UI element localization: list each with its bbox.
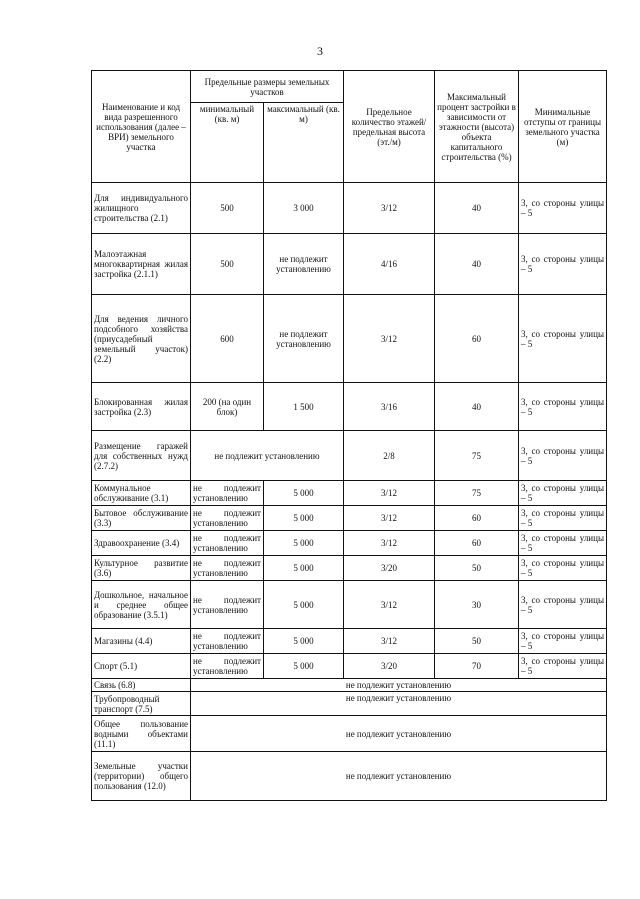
min-size-cell: не подлежит установлению (191, 556, 264, 581)
coverage-cell: 50 (435, 556, 519, 581)
use-type-cell: Земельные участки (территории) общего пользования (12.0) (92, 752, 191, 801)
coverage-cell: 40 (435, 383, 519, 431)
use-type-cell: Спорт (5.1) (92, 654, 191, 679)
coverage-cell: 75 (435, 431, 519, 481)
use-type-cell: Для индивидуального жилищного строительства (2.1) (92, 183, 191, 234)
table-row (92, 506, 607, 531)
header-plot-sizes: Предельные размеры земельных участков (191, 71, 344, 103)
max-size-cell: не подлежит установлению (264, 295, 344, 383)
table-row (92, 654, 607, 679)
setback-cell: 3, со стороны улицы – 5 (519, 183, 607, 234)
table-row (92, 679, 607, 692)
setback-cell: 3, со стороны улицы – 5 (519, 383, 607, 431)
setback-cell: 3, со стороны улицы – 5 (519, 531, 607, 556)
coverage-cell: 70 (435, 654, 519, 679)
setback-cell: 3, со стороны улицы – 5 (519, 654, 607, 679)
coverage-cell: 50 (435, 629, 519, 654)
header-building-coverage: Максимальный процент застройки в зависимости от этажности (высота) объекта капитального строительства (%) (435, 71, 519, 183)
setback-cell: 3, со стороны улицы – 5 (519, 431, 607, 481)
max-size-cell: 3 000 (264, 183, 344, 234)
table-row (92, 692, 607, 716)
max-size-cell: 5 000 (264, 531, 344, 556)
coverage-cell: 40 (435, 234, 519, 295)
floors-cell: 3/20 (344, 654, 435, 679)
use-type-cell: Блокированная жилая застройка (2.3) (92, 383, 191, 431)
table-row (92, 716, 607, 752)
min-size-cell: 600 (191, 295, 264, 383)
table-row (92, 581, 607, 629)
floors-cell: 3/12 (344, 481, 435, 506)
min-size-cell: не подлежит установлению (191, 531, 264, 556)
header-setbacks: Минимальные отступы от границы земельного участка (м) (519, 71, 607, 183)
coverage-cell: 75 (435, 481, 519, 506)
table-row (92, 295, 607, 383)
table-row (92, 531, 607, 556)
use-type-cell: Трубопроводный транспорт (7.5) (92, 692, 191, 716)
floors-cell: 3/12 (344, 629, 435, 654)
not-regulated-merged-cell: не подлежит установлению (191, 692, 607, 716)
floors-cell: 3/20 (344, 556, 435, 581)
plot-sizes-merged-cell: не подлежит установлению (191, 431, 344, 481)
min-size-cell: 200 (на один блок) (191, 383, 264, 431)
coverage-cell: 60 (435, 506, 519, 531)
coverage-cell: 60 (435, 531, 519, 556)
use-type-cell: Здравоохранение (3.4) (92, 531, 191, 556)
min-size-cell: не подлежит установлению (191, 506, 264, 531)
header-max-size: максимальный (кв. м) (264, 103, 344, 183)
table-row (92, 431, 607, 481)
use-type-cell: Размещение гаражей для собственных нужд (2.7.2) (92, 431, 191, 481)
coverage-cell: 30 (435, 581, 519, 629)
setback-cell: 3, со стороны улицы – 5 (519, 481, 607, 506)
min-size-cell: не подлежит установлению (191, 581, 264, 629)
header-use-type: Наименование и код вида разрешенного использования (далее – ВРИ) земельного участка (92, 71, 191, 183)
header-min-size: минимальный (кв. м) (191, 103, 264, 183)
page-number: 3 (317, 44, 323, 58)
table-row (92, 752, 607, 801)
use-type-cell: Дошкольное, начальное и среднее общее образование (3.5.1) (92, 581, 191, 629)
not-regulated-merged-cell: не подлежит установлению (191, 716, 607, 752)
max-size-cell: 5 000 (264, 654, 344, 679)
max-size-cell: 1 500 (264, 383, 344, 431)
table-row (92, 629, 607, 654)
min-size-cell: не подлежит установлению (191, 629, 264, 654)
max-size-cell: 5 000 (264, 629, 344, 654)
max-size-cell: 5 000 (264, 506, 344, 531)
max-size-cell: не подлежит установлению (264, 234, 344, 295)
coverage-cell: 40 (435, 183, 519, 234)
use-type-cell: Коммунальное обслуживание (3.1) (92, 481, 191, 506)
use-type-cell: Связь (6.8) (92, 679, 191, 692)
zoning-regulations-table (91, 70, 607, 801)
floors-cell: 3/12 (344, 581, 435, 629)
use-type-cell: Малоэтажная многоквартирная жилая застройка (2.1.1) (92, 234, 191, 295)
setback-cell: 3, со стороны улицы – 5 (519, 234, 607, 295)
not-regulated-merged-cell: не подлежит установлению (191, 679, 607, 692)
max-size-cell: 5 000 (264, 581, 344, 629)
setback-cell: 3, со стороны улицы – 5 (519, 556, 607, 581)
max-size-cell: 5 000 (264, 556, 344, 581)
table-row (92, 383, 607, 431)
use-type-cell: Для ведения личного подсобного хозяйства (приусадебный земельный участок) (2.2) (92, 295, 191, 383)
min-size-cell: не подлежит установлению (191, 481, 264, 506)
setback-cell: 3, со стороны улицы – 5 (519, 581, 607, 629)
floors-cell: 2/8 (344, 431, 435, 481)
use-type-cell: Магазины (4.4) (92, 629, 191, 654)
floors-cell: 4/16 (344, 234, 435, 295)
table-row (92, 234, 607, 295)
floors-cell: 3/12 (344, 183, 435, 234)
floors-cell: 3/12 (344, 506, 435, 531)
coverage-cell: 60 (435, 295, 519, 383)
floors-cell: 3/12 (344, 295, 435, 383)
min-size-cell: 500 (191, 234, 264, 295)
floors-cell: 3/12 (344, 531, 435, 556)
use-type-cell: Культурное развитие (3.6) (92, 556, 191, 581)
setback-cell: 3, со стороны улицы – 5 (519, 506, 607, 531)
setback-cell: 3, со стороны улицы – 5 (519, 629, 607, 654)
min-size-cell: 500 (191, 183, 264, 234)
table-row (92, 183, 607, 234)
max-size-cell: 5 000 (264, 481, 344, 506)
min-size-cell: не подлежит установлению (191, 654, 264, 679)
table-row (92, 556, 607, 581)
table-row (92, 481, 607, 506)
header-floors-height: Предельное количество этажей/предельная высота (эт./м) (344, 71, 435, 183)
setback-cell: 3, со стороны улицы – 5 (519, 295, 607, 383)
use-type-cell: Бытовое обслуживание (3.3) (92, 506, 191, 531)
use-type-cell: Общее пользование водными объектами (11.1) (92, 716, 191, 752)
floors-cell: 3/16 (344, 383, 435, 431)
not-regulated-merged-cell: не подлежит установлению (191, 752, 607, 801)
